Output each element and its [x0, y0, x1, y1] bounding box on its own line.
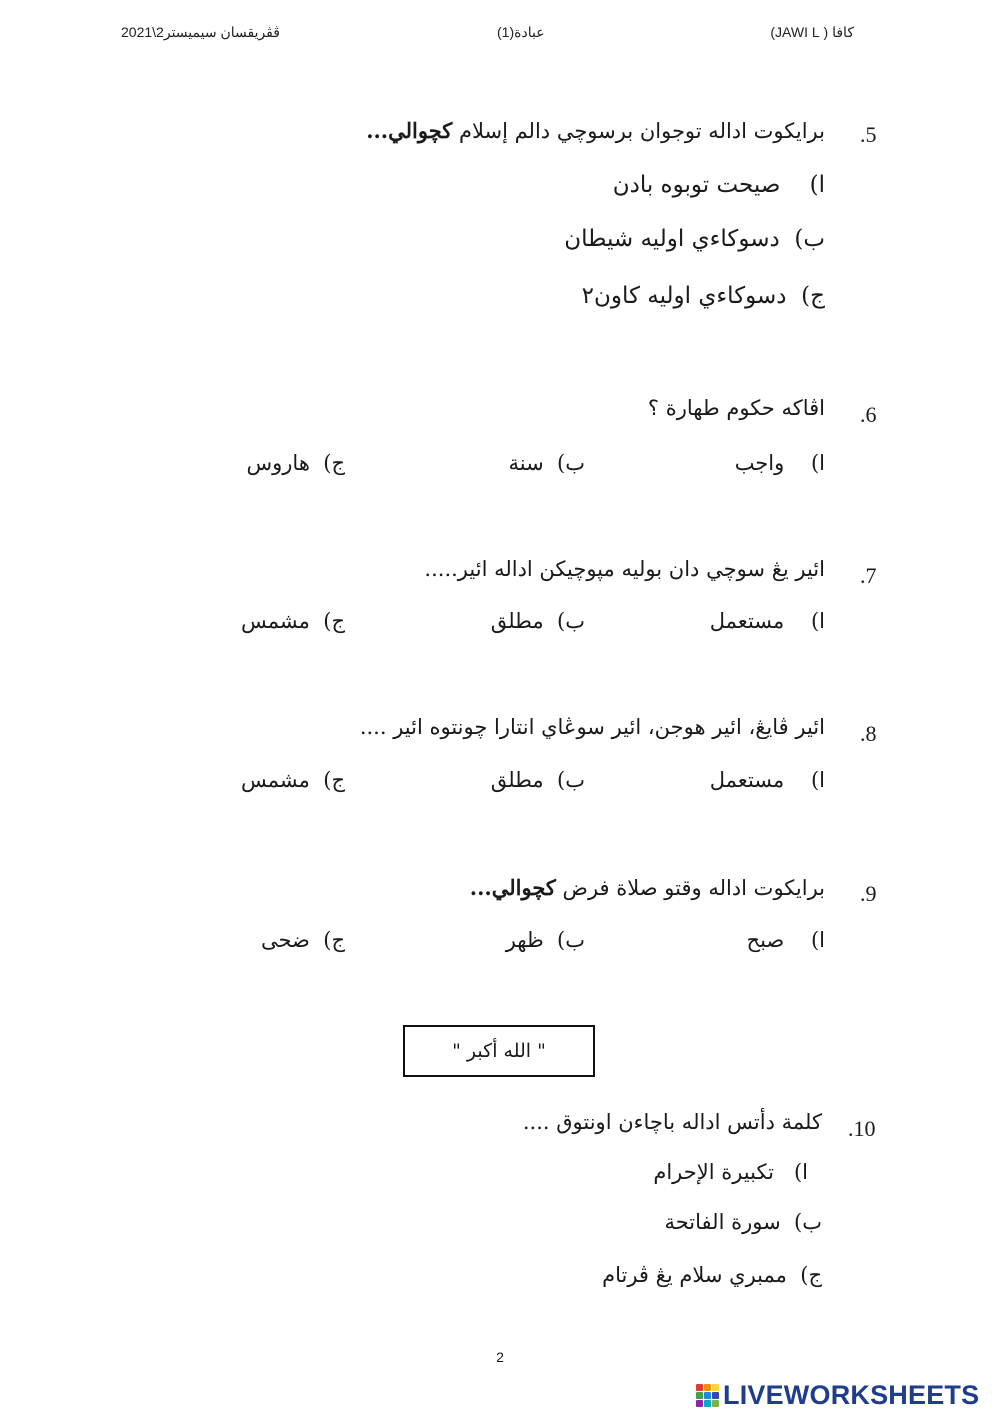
- option-text: ضحى: [261, 928, 310, 952]
- option-label: ا): [793, 1160, 808, 1184]
- liveworksheets-wordmark: LIVEWORKSHEETS: [723, 1379, 980, 1410]
- question-9-option-a[interactable]: [747, 928, 825, 952]
- liveworksheets-logo-icon: [696, 1384, 719, 1407]
- question-10-option-c[interactable]: [602, 1263, 822, 1287]
- question-9-text-bold: كچوالي...: [469, 875, 556, 900]
- option-text: مطلق: [490, 609, 544, 633]
- option-text: مشمس: [240, 768, 310, 792]
- takbir-quote-box: " الله أكبر ": [403, 1025, 595, 1077]
- option-text: صيحت توبوه بادن: [612, 172, 781, 198]
- header-topic: عبادة(1): [497, 24, 545, 40]
- logo-square: [704, 1400, 711, 1407]
- option-label: ا): [810, 451, 825, 475]
- question-5-option-b[interactable]: [564, 226, 825, 252]
- logo-square: [696, 1400, 703, 1407]
- option-label: ب): [557, 928, 585, 952]
- question-6-option-c[interactable]: [247, 451, 346, 475]
- question-7-number: .7: [860, 563, 877, 588]
- logo-square: [704, 1392, 711, 1399]
- question-9-text: [470, 875, 825, 900]
- option-label: ب): [794, 226, 825, 252]
- question-7-option-a[interactable]: [710, 609, 825, 633]
- option-label: ج): [323, 928, 345, 952]
- option-text: ظهر: [505, 928, 544, 952]
- option-text: ممبري سلام يڠ ڤرتام: [602, 1263, 787, 1287]
- option-label: ج): [323, 768, 345, 792]
- option-label: ج): [800, 1263, 822, 1287]
- question-5-option-c[interactable]: [582, 283, 825, 309]
- question-7-option-b[interactable]: [491, 609, 585, 633]
- question-9-number: .9: [860, 881, 877, 906]
- option-text: دسوكاءي اوليه كاون٢: [581, 283, 787, 309]
- option-text: مستعمل: [709, 768, 785, 792]
- question-9-text-plain: برايكوت اداله وقتو صلاة فرض: [555, 876, 825, 900]
- option-label: ب): [557, 609, 585, 633]
- question-10-number: .10: [848, 1116, 876, 1141]
- option-text: سنة: [508, 451, 544, 475]
- question-9-option-c[interactable]: [261, 928, 345, 952]
- logo-square: [696, 1392, 703, 1399]
- option-label: ج): [323, 451, 345, 475]
- header-semester: ڤڤريقسان سيميستر2\2021: [121, 24, 280, 40]
- question-10-text: كلمة دأتس اداله باچاءن اونتوق ....: [522, 1110, 822, 1134]
- option-label: ج): [323, 609, 345, 633]
- question-8-number: .8: [860, 721, 877, 746]
- question-5-text-plain: برايكوت اداله توجوان برسوچي دالم إسلام: [452, 119, 825, 143]
- logo-square: [696, 1384, 703, 1391]
- option-label: ا): [810, 609, 825, 633]
- question-7-option-c[interactable]: [241, 609, 345, 633]
- option-label: ا): [810, 928, 825, 952]
- liveworksheets-brand[interactable]: [696, 1380, 996, 1410]
- option-text: صبح: [746, 928, 785, 952]
- option-text: مشمس: [240, 609, 310, 633]
- logo-square: [712, 1392, 719, 1399]
- option-text: مستعمل: [709, 609, 785, 633]
- question-5-option-a[interactable]: [613, 172, 825, 198]
- question-6-number: .6: [860, 402, 877, 427]
- option-text: سورة الفاتحة: [664, 1210, 781, 1234]
- question-6-text: اڤاكه حكوم طهارة ؟: [647, 396, 825, 420]
- question-5-text: [366, 118, 825, 143]
- header-subject: كافا ( JAWI L): [770, 24, 854, 40]
- logo-square: [704, 1384, 711, 1391]
- question-8-option-c[interactable]: [241, 768, 345, 792]
- logo-square: [712, 1384, 719, 1391]
- option-label: ب): [557, 451, 585, 475]
- option-text: هاروس: [246, 451, 310, 475]
- question-6-option-a[interactable]: [735, 451, 825, 475]
- question-6-option-b[interactable]: [508, 451, 585, 475]
- question-10-option-a[interactable]: [653, 1160, 808, 1184]
- option-label: ا): [809, 172, 825, 198]
- option-text: مطلق: [490, 768, 544, 792]
- question-8-option-b[interactable]: [491, 768, 585, 792]
- question-8-option-a[interactable]: [710, 768, 825, 792]
- option-label: ب): [794, 1210, 822, 1234]
- option-label: ا): [810, 768, 825, 792]
- question-5-text-bold: كچوالي...: [366, 118, 453, 143]
- logo-square: [712, 1400, 719, 1407]
- option-text: واجب: [734, 451, 785, 475]
- question-7-text: ائير يڠ سوچي دان بوليه مپوچيكن اداله ائير.....: [424, 557, 825, 581]
- question-10-option-b[interactable]: [664, 1210, 822, 1234]
- question-8-text: ائير ڤايڠ، ائير هوجن، ائير سوڠاي انتارا چونتوه ائير ....: [359, 715, 825, 739]
- question-5-number: .5: [860, 122, 877, 147]
- option-label: ج): [801, 283, 825, 309]
- page-number: 2: [496, 1349, 504, 1365]
- option-text: تكبيرة الإحرام: [653, 1160, 774, 1184]
- question-9-option-b[interactable]: [506, 928, 585, 952]
- option-text: دسوكاءي اوليه شيطان: [564, 226, 780, 252]
- option-label: ب): [557, 768, 585, 792]
